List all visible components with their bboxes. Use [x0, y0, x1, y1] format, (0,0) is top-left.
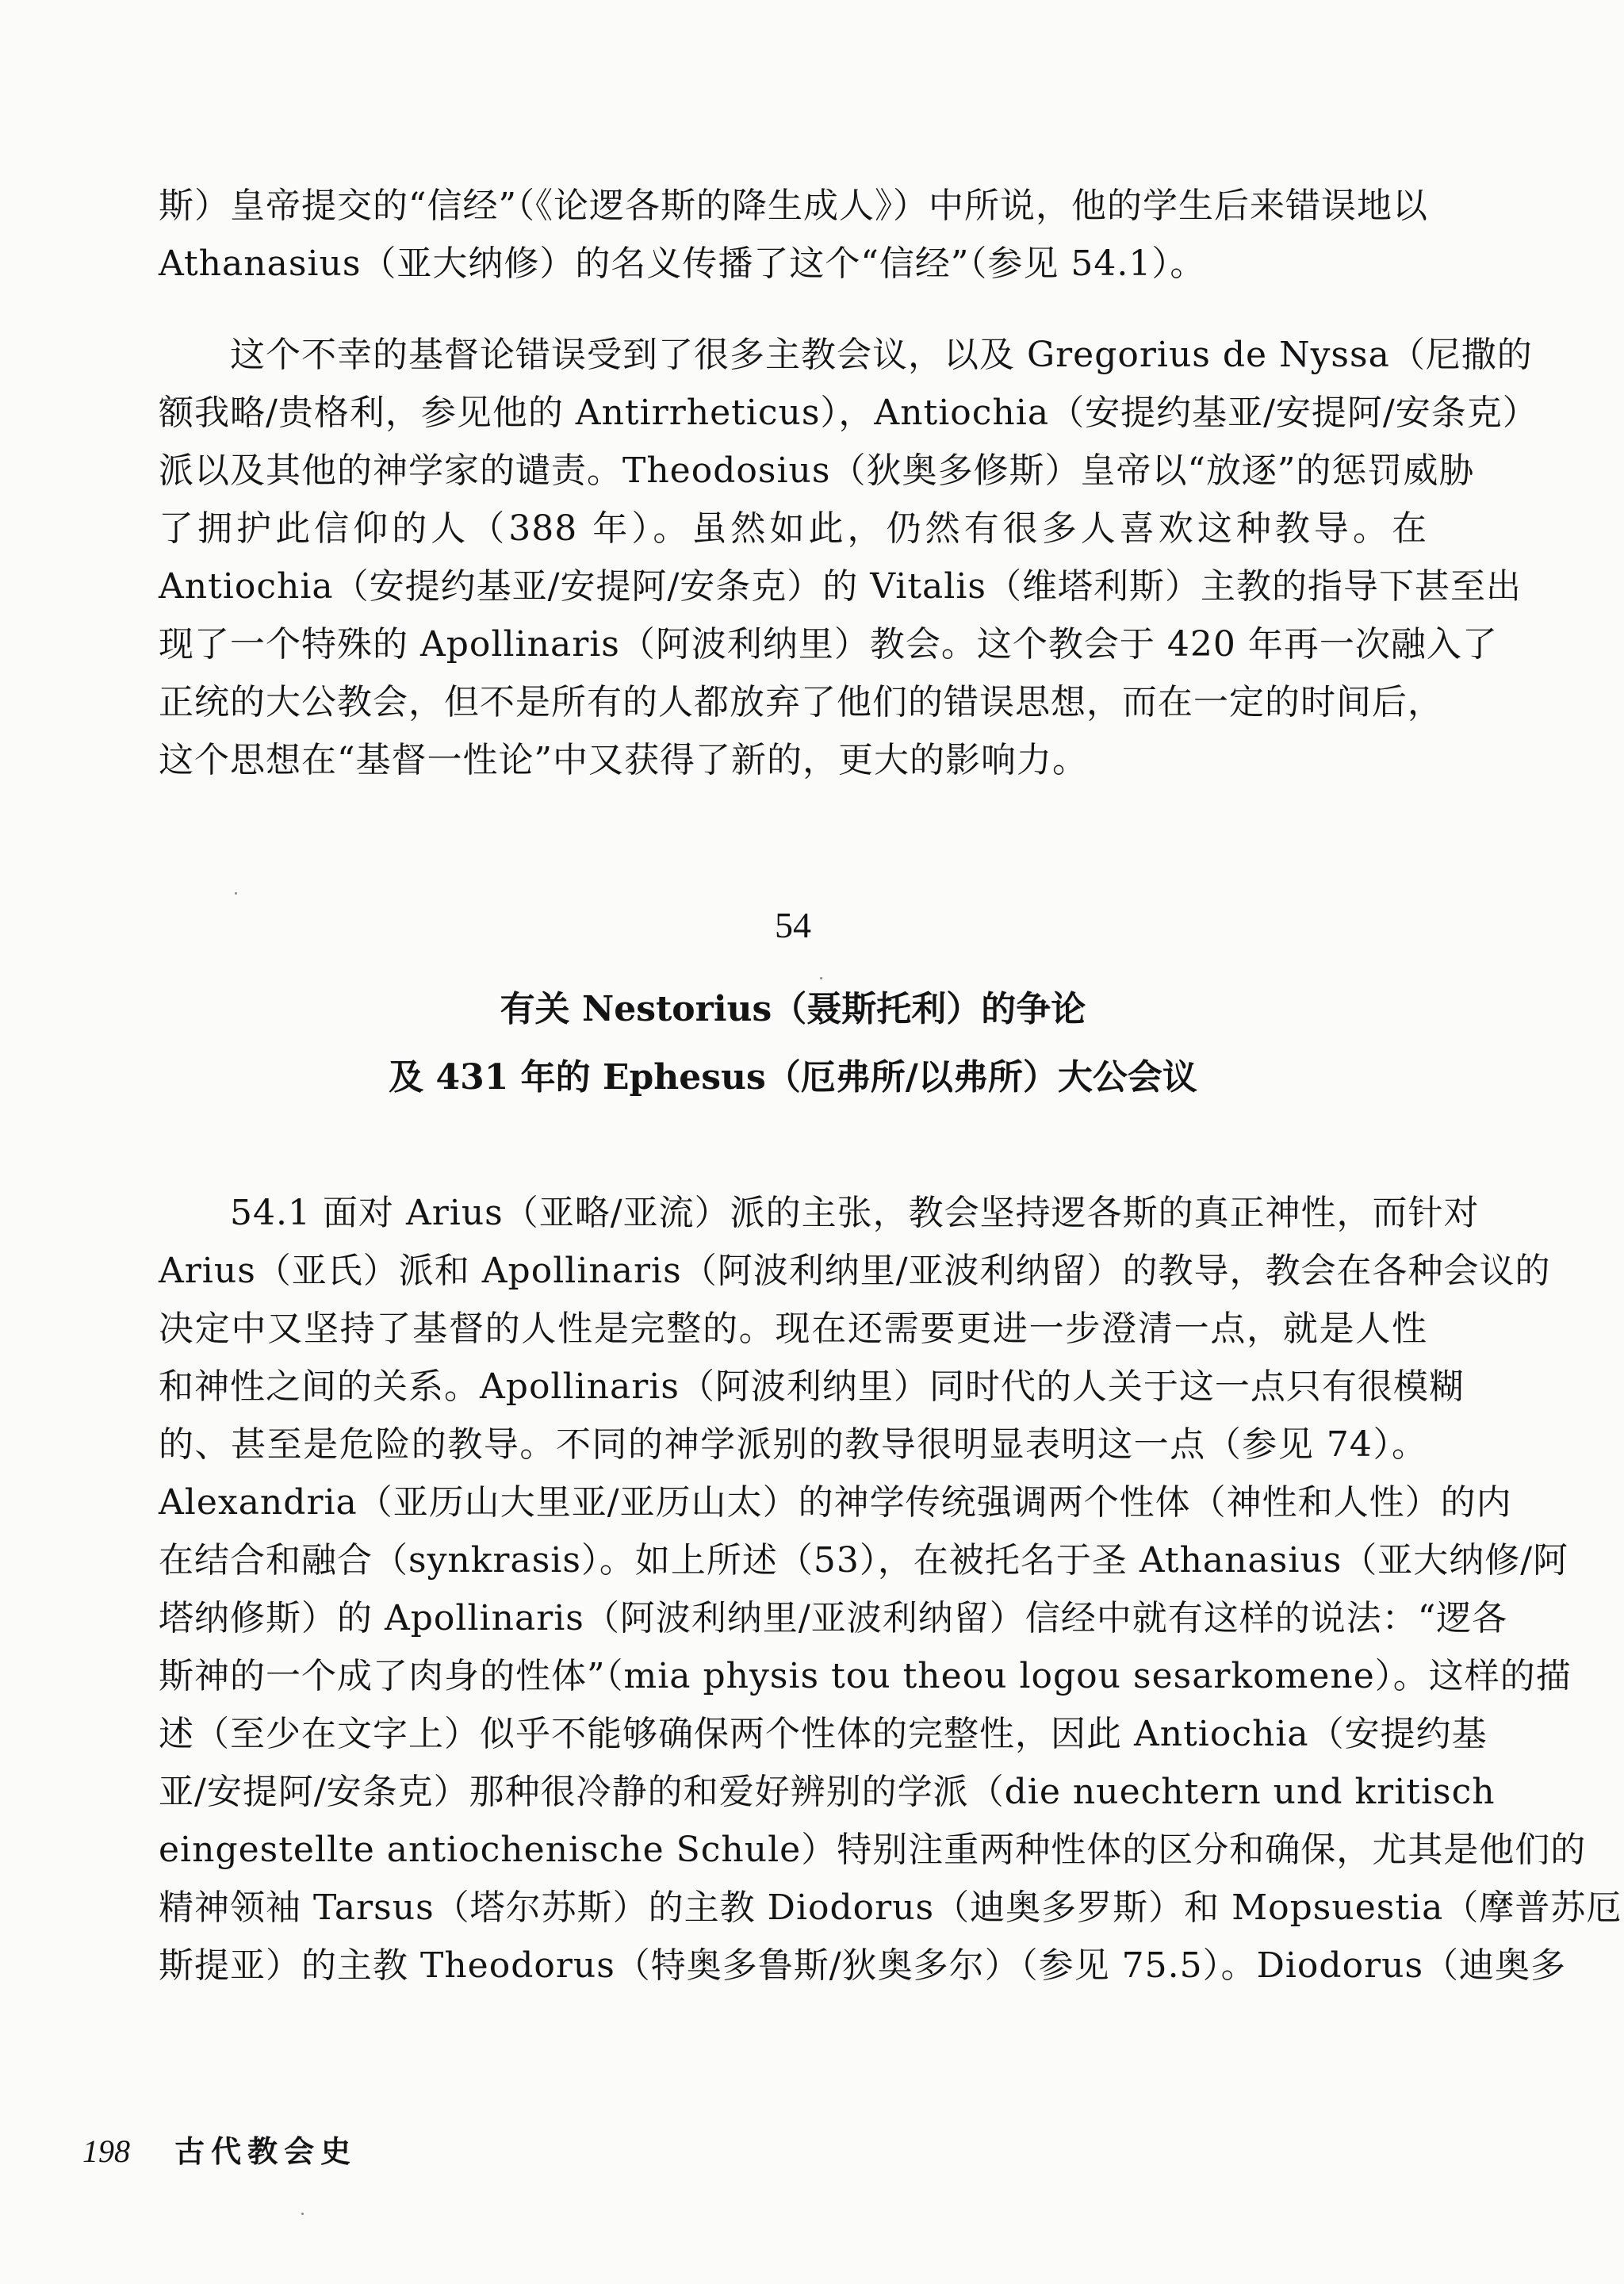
text-line: 斯神的一个成了肉身的性体”（mia physis tou theou logou sesarkomene）。这样的描	[159, 1656, 1572, 1696]
text-line: 了拥护此信仰的人（388 年）。虽然如此，仍然有很多人喜欢这种教导。在	[159, 508, 1427, 549]
scan-speck	[301, 2213, 304, 2215]
text-line: 塔纳修斯）的 Apollinaris（阿波利纳里/亚波利纳留）信经中就有这样的说法：“逻各	[159, 1598, 1508, 1638]
text-line: 亚/安提阿/安条克）那种很冷静的和爱好辨别的学派（die nuechtern und kritisch	[159, 1772, 1496, 1812]
text-line: Athanasius（亚大纳修）的名义传播了这个“信经”（参见 54.1）。	[159, 243, 1206, 284]
text-line: 这个不幸的基督论错误受到了很多主教会议，以及 Gregorius de Nyssa（尼撒的	[230, 335, 1533, 375]
text-line: Arius（亚氏）派和 Apollinaris（阿波利纳里/亚波利纳留）的教导，教会在各种会议的	[159, 1251, 1551, 1291]
text-line: 在结合和融合（synkrasis）。如上所述（53），在被托名于圣 Athanasius（亚大纳修/阿	[159, 1540, 1569, 1581]
scan-speck	[820, 977, 822, 979]
text-line: 额我略/贵格利，参见他的 Antirrheticus），Antiochia（安提约基亚/安提阿/安条克）	[159, 393, 1538, 433]
paragraph-continuation	[159, 182, 1427, 298]
text-line: 54.1 面对 Arius（亚略/亚流）派的主张，教会坚持逻各斯的真正神性，而针对	[230, 1193, 1480, 1233]
text-line: 决定中又坚持了基督的人性是完整的。现在还需要更进一步澄清一点，就是人性	[159, 1309, 1427, 1349]
text-line: 正统的大公教会，但不是所有的人都放弃了他们的错误思想，而在一定的时间后，	[159, 682, 1443, 722]
text-line: 现了一个特殊的 Apollinaris（阿波利纳里）教会。这个教会于 420 年再一次融入了	[159, 624, 1498, 665]
section-number: 54	[775, 905, 811, 945]
text-line: 精神领袖 Tarsus（塔尔苏斯）的主教 Diodorus（迪奥多罗斯）和 Mopsuestia（摩普苏厄	[159, 1887, 1622, 1928]
text-line: 述（至少在文字上）似乎不能够确保两个性体的完整性，因此 Antiochia（安提约基	[159, 1714, 1488, 1754]
paragraph-54-1	[159, 1190, 1622, 2000]
page-footer	[82, 2127, 357, 2171]
text-line: 的、甚至是危险的教导。不同的神学派别的教导很明显表明这一点（参见 74）。	[159, 1424, 1427, 1465]
section-title-line1: 有关 Nestorius（聂斯托利）的争论	[500, 989, 1086, 1029]
paragraph-condemnation	[159, 331, 1538, 795]
running-title: 古代教会史	[174, 2133, 358, 2169]
text-line: 这个思想在“基督一性论”中又获得了新的，更大的影响力。	[159, 740, 1088, 780]
page-number: 198	[82, 2133, 130, 2169]
scan-speck	[235, 892, 237, 895]
text-line: 斯）皇帝提交的“信经”（《论逻各斯的降生成人》）中所说，他的学生后来错误地以	[159, 186, 1428, 226]
text-line: 和神性之间的关系。Apollinaris（阿波利纳里）同时代的人关于这一点只有很模糊	[159, 1366, 1465, 1407]
section-title-line2: 及 431 年的 Ephesus（厄弗所/以弗所）大公会议	[389, 1057, 1197, 1098]
text-line: Alexandria（亚历山大里亚/亚历山太）的神学传统强调两个性体（神性和人性）的内	[159, 1482, 1512, 1523]
text-line: eingestellte antiochenische Schule）特别注重两种性体的区分和确保，尤其是他们的	[159, 1830, 1587, 1870]
text-line: 派以及其他的神学家的谴责。Theodosius（狄奥多修斯）皇帝以“放逐”的惩罚威胁	[159, 450, 1475, 491]
text-line: 斯提亚）的主教 Theodorus（特奥多鲁斯/狄奥多尔）（参见 75.5）。Diodorus（迪奥多	[159, 1945, 1567, 1986]
text-line: Antiochia（安提约基亚/安提阿/安条克）的 Vitalis（维塔利斯）主教的指导下甚至出	[159, 566, 1522, 607]
